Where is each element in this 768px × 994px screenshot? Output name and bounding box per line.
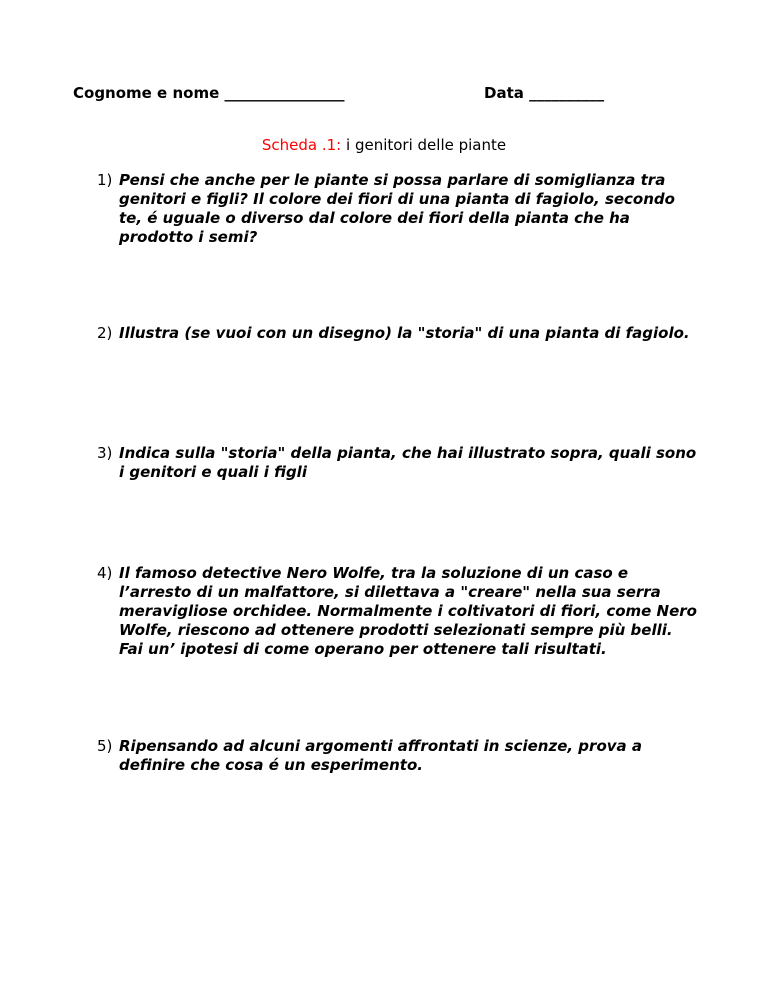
question-5 (97, 737, 697, 775)
name-field: Cognome e nome ________________ (73, 84, 345, 102)
question-text: Pensi che anche per le piante si possa parlare di somiglianza tra genitori e figli? Il colore dei fiori di una pianta di fagiolo, secondo te, é uguale o diverso dal colore dei fiori della pianta che ha prodotto i semi? (119, 171, 675, 246)
question-number: 1) (97, 171, 113, 189)
worksheet-title (0, 136, 768, 154)
title-rest: i genitori delle piante (341, 136, 507, 154)
question-number: 2) (97, 324, 113, 342)
question-3 (97, 444, 697, 482)
date-field: Data __________ (484, 84, 605, 102)
question-number: 5) (97, 737, 113, 755)
question-1 (97, 171, 697, 247)
question-number: 4) (97, 564, 113, 582)
question-text: Ripensando ad alcuni argomenti affrontati in scienze, prova a definire che cosa é un esperimento. (119, 737, 642, 774)
question-4 (97, 564, 697, 659)
question-2 (97, 324, 697, 343)
question-text: Illustra (se vuoi con un disegno) la "storia" di una pianta di fagiolo. (119, 324, 690, 342)
question-number: 3) (97, 444, 113, 462)
title-prefix: Scheda .1: (261, 136, 342, 154)
question-text: Indica sulla "storia" della pianta, che hai illustrato sopra, quali sono i genitori e quali i figli (119, 444, 697, 481)
question-text: Il famoso detective Nero Wolfe, tra la soluzione di un caso e l’arresto di un malfattore, si dilettava a "creare" nella sua serra meravigliose orchidee. Normalmente i coltivatori di fiori, come Nero Wolfe, riescono ad ottenere prodotti selezionati sempre più belli. Fai un’ ipotesi di come operano per ottenere tali risultati. (119, 564, 697, 658)
